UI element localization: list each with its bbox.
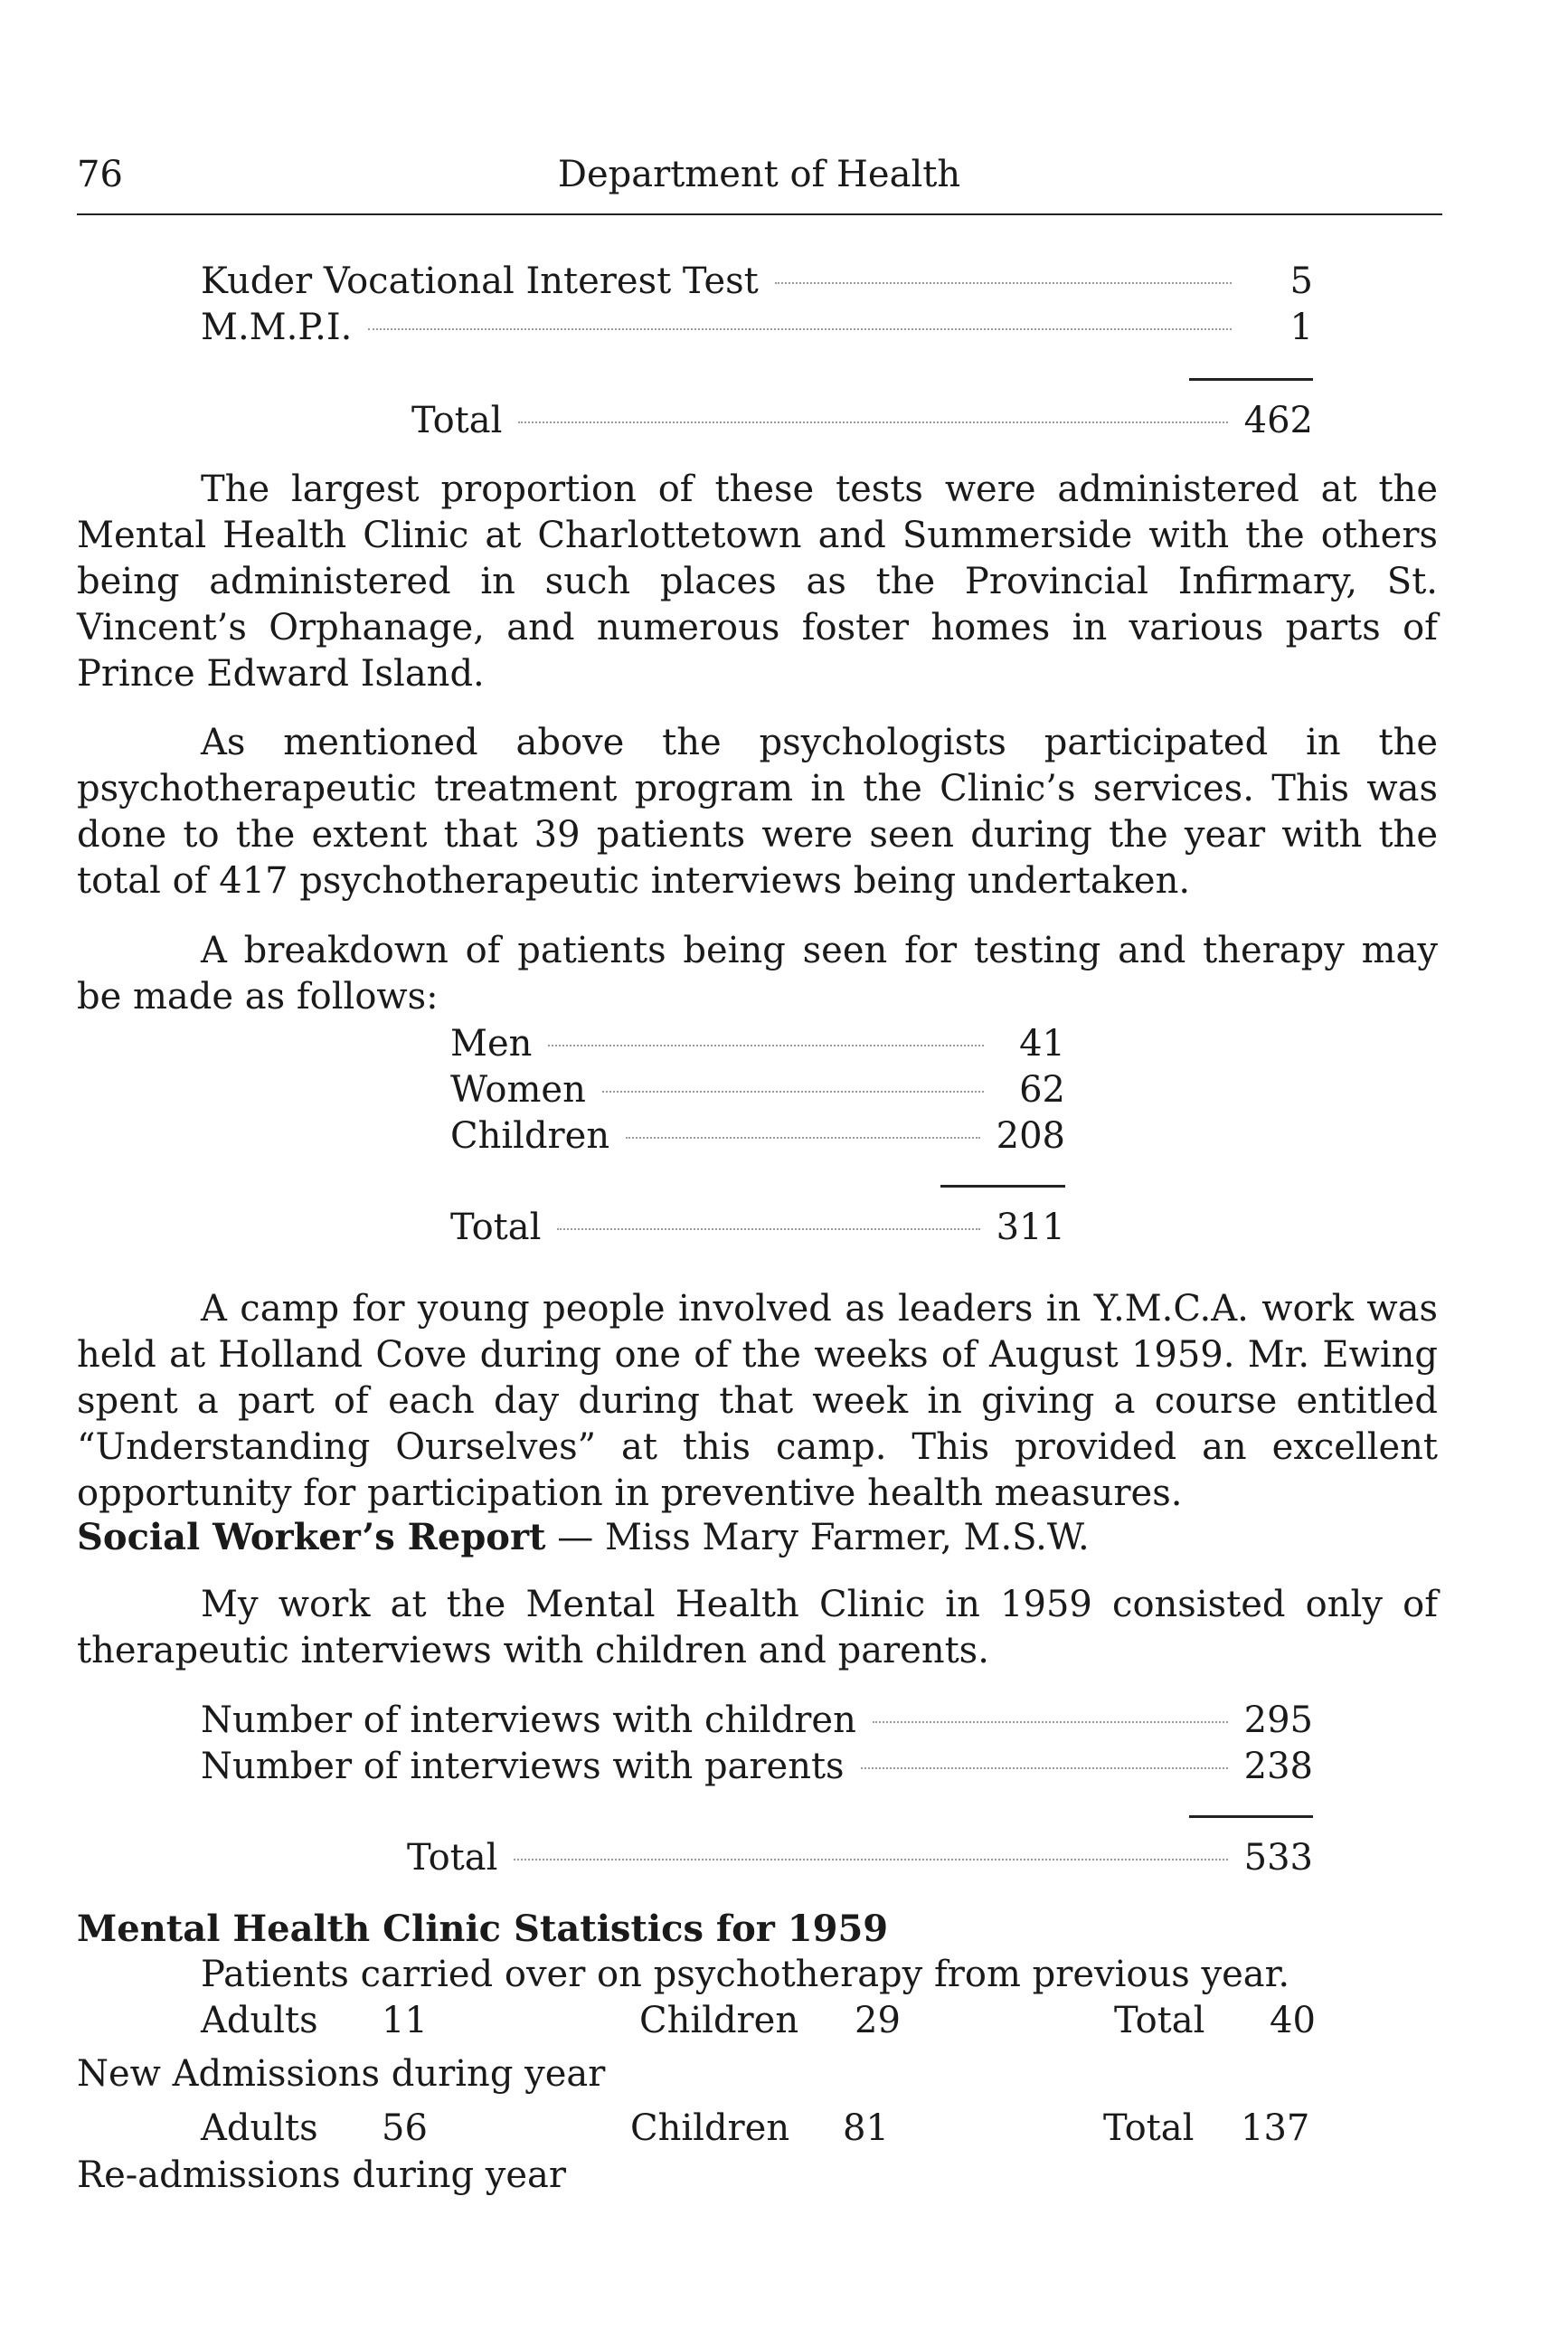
social-worker-heading [77, 1514, 1438, 1561]
list-item-value: 5 [1289, 260, 1313, 302]
dot-leader [548, 1045, 984, 1046]
total-rule [1189, 378, 1313, 381]
total-value: 533 [1243, 1837, 1313, 1879]
dot-leader [514, 1859, 1227, 1860]
list-item [201, 259, 1313, 305]
tests-list [201, 259, 1313, 351]
new-admissions-adults-value: 56 [382, 2107, 428, 2149]
tests-total [411, 398, 1313, 444]
dot-leader [873, 1721, 1228, 1723]
total-value: 311 [996, 1207, 1065, 1248]
list-item-label: Men [450, 1023, 533, 1065]
carried-over-total-label: Total [1114, 2000, 1205, 2041]
section-heading: Social Worker’s Report [77, 1516, 546, 1558]
paragraph-text: A breakdown of patients being seen for testing and therapy may be made as follows: [77, 930, 1438, 1018]
list-item-label: M.M.P.I. [201, 307, 353, 348]
dot-leader [518, 421, 1227, 423]
list-item-label: Kuder Vocational Interest Test [201, 260, 759, 302]
paragraph-text: As mentioned above the psychologists participated in the psychotherapeutic treatment program in the Clinic’s services. This was done to the extent that 39 patients were seen during the year with the total of 417 psychotherapeutic interviews being undertaken. [77, 722, 1438, 902]
page-header [77, 152, 1441, 203]
running-title: Department of Health [557, 154, 961, 195]
total-value: 462 [1243, 400, 1313, 441]
dot-leader [861, 1767, 1228, 1769]
list-item [450, 1021, 1065, 1067]
new-admissions-children-label: Children [630, 2107, 790, 2149]
section-heading: Mental Health Clinic Statistics for 1959 [77, 1908, 889, 1950]
list-item-label: Women [450, 1069, 586, 1111]
paragraph-tests-location [77, 467, 1438, 697]
carried-over-children-value: 29 [855, 2000, 901, 2041]
list-item-value: 62 [1019, 1069, 1065, 1111]
paragraph-psychotherapy [77, 720, 1438, 904]
total-label: Total [411, 400, 503, 441]
list-item [201, 1744, 1313, 1790]
list-item-value: 208 [996, 1115, 1065, 1157]
total-label: Total [450, 1207, 542, 1248]
list-item-value: 1 [1289, 307, 1313, 348]
list-item-value: 295 [1243, 1699, 1313, 1741]
dot-leader [626, 1137, 980, 1139]
breakdown-list [450, 1021, 1065, 1160]
carried-over-adults-label: Adults [201, 2000, 318, 2041]
list-item [450, 1113, 1065, 1160]
new-admissions-children-value: 81 [843, 2107, 889, 2149]
carried-over-caption: Patients carried over on psychotherapy from previous year. [201, 1954, 1290, 1995]
list-item [201, 305, 1313, 351]
paragraph-text: A camp for young people involved as leaders in Y.M.C.A. work was held at Holland Cove during one of the weeks of August 1959. Mr. Ewing spent a part of each day during that week in giving a course entitled “Understanding Ourselves” at this camp. This provided an excellent opportunity for participation in preventive health measures. [77, 1288, 1438, 1514]
paragraph-breakdown-intro [77, 928, 1438, 1020]
paragraph-text: The largest proportion of these tests were administered at the Mental Health Clinic at Charlottetown and Summerside with the others being administered in such places as the Provincial Infirmary, St. Vincent’s Orphanage, and numerous foster homes in various parts of Prince Edward Island. [77, 469, 1438, 695]
new-admissions-total-value: 137 [1241, 2107, 1310, 2149]
paragraph-social-work [77, 1582, 1438, 1674]
page-number: 76 [77, 154, 123, 195]
paragraph-text: My work at the Mental Health Clinic in 1959 consisted only of therapeutic interviews with children and parents. [77, 1584, 1438, 1671]
list-item [450, 1067, 1065, 1113]
interviews-total [407, 1835, 1313, 1881]
interviews-list [201, 1698, 1313, 1790]
breakdown-total [450, 1205, 1065, 1251]
carried-over-adults-value: 11 [382, 2000, 428, 2041]
new-admissions-total-label: Total [1103, 2107, 1195, 2149]
section-byline: — Miss Mary Farmer, M.S.W. [545, 1517, 1090, 1558]
new-admissions-adults-label: Adults [201, 2107, 318, 2149]
list-item-label: Number of interviews with children [201, 1699, 856, 1741]
dot-leader [368, 328, 1232, 330]
dot-leader [775, 282, 1232, 284]
readmissions-caption: Re-admissions during year [77, 2154, 567, 2196]
total-rule [1189, 1815, 1313, 1818]
list-item-value: 41 [1019, 1023, 1065, 1065]
list-item-label: Children [450, 1115, 610, 1157]
dot-leader [557, 1228, 979, 1230]
carried-over-children-label: Children [639, 2000, 799, 2041]
dot-leader [602, 1091, 984, 1093]
total-label: Total [407, 1837, 498, 1879]
list-item-value: 238 [1243, 1746, 1313, 1787]
statistics-heading [77, 1906, 1438, 1953]
header-rule [77, 213, 1442, 215]
total-rule [940, 1185, 1065, 1188]
list-item [201, 1698, 1313, 1744]
carried-over-total-value: 40 [1270, 2000, 1316, 2041]
list-item-label: Number of interviews with parents [201, 1746, 845, 1787]
paragraph-camp [77, 1286, 1438, 1517]
new-admissions-caption: New Admissions during year [77, 2053, 606, 2095]
